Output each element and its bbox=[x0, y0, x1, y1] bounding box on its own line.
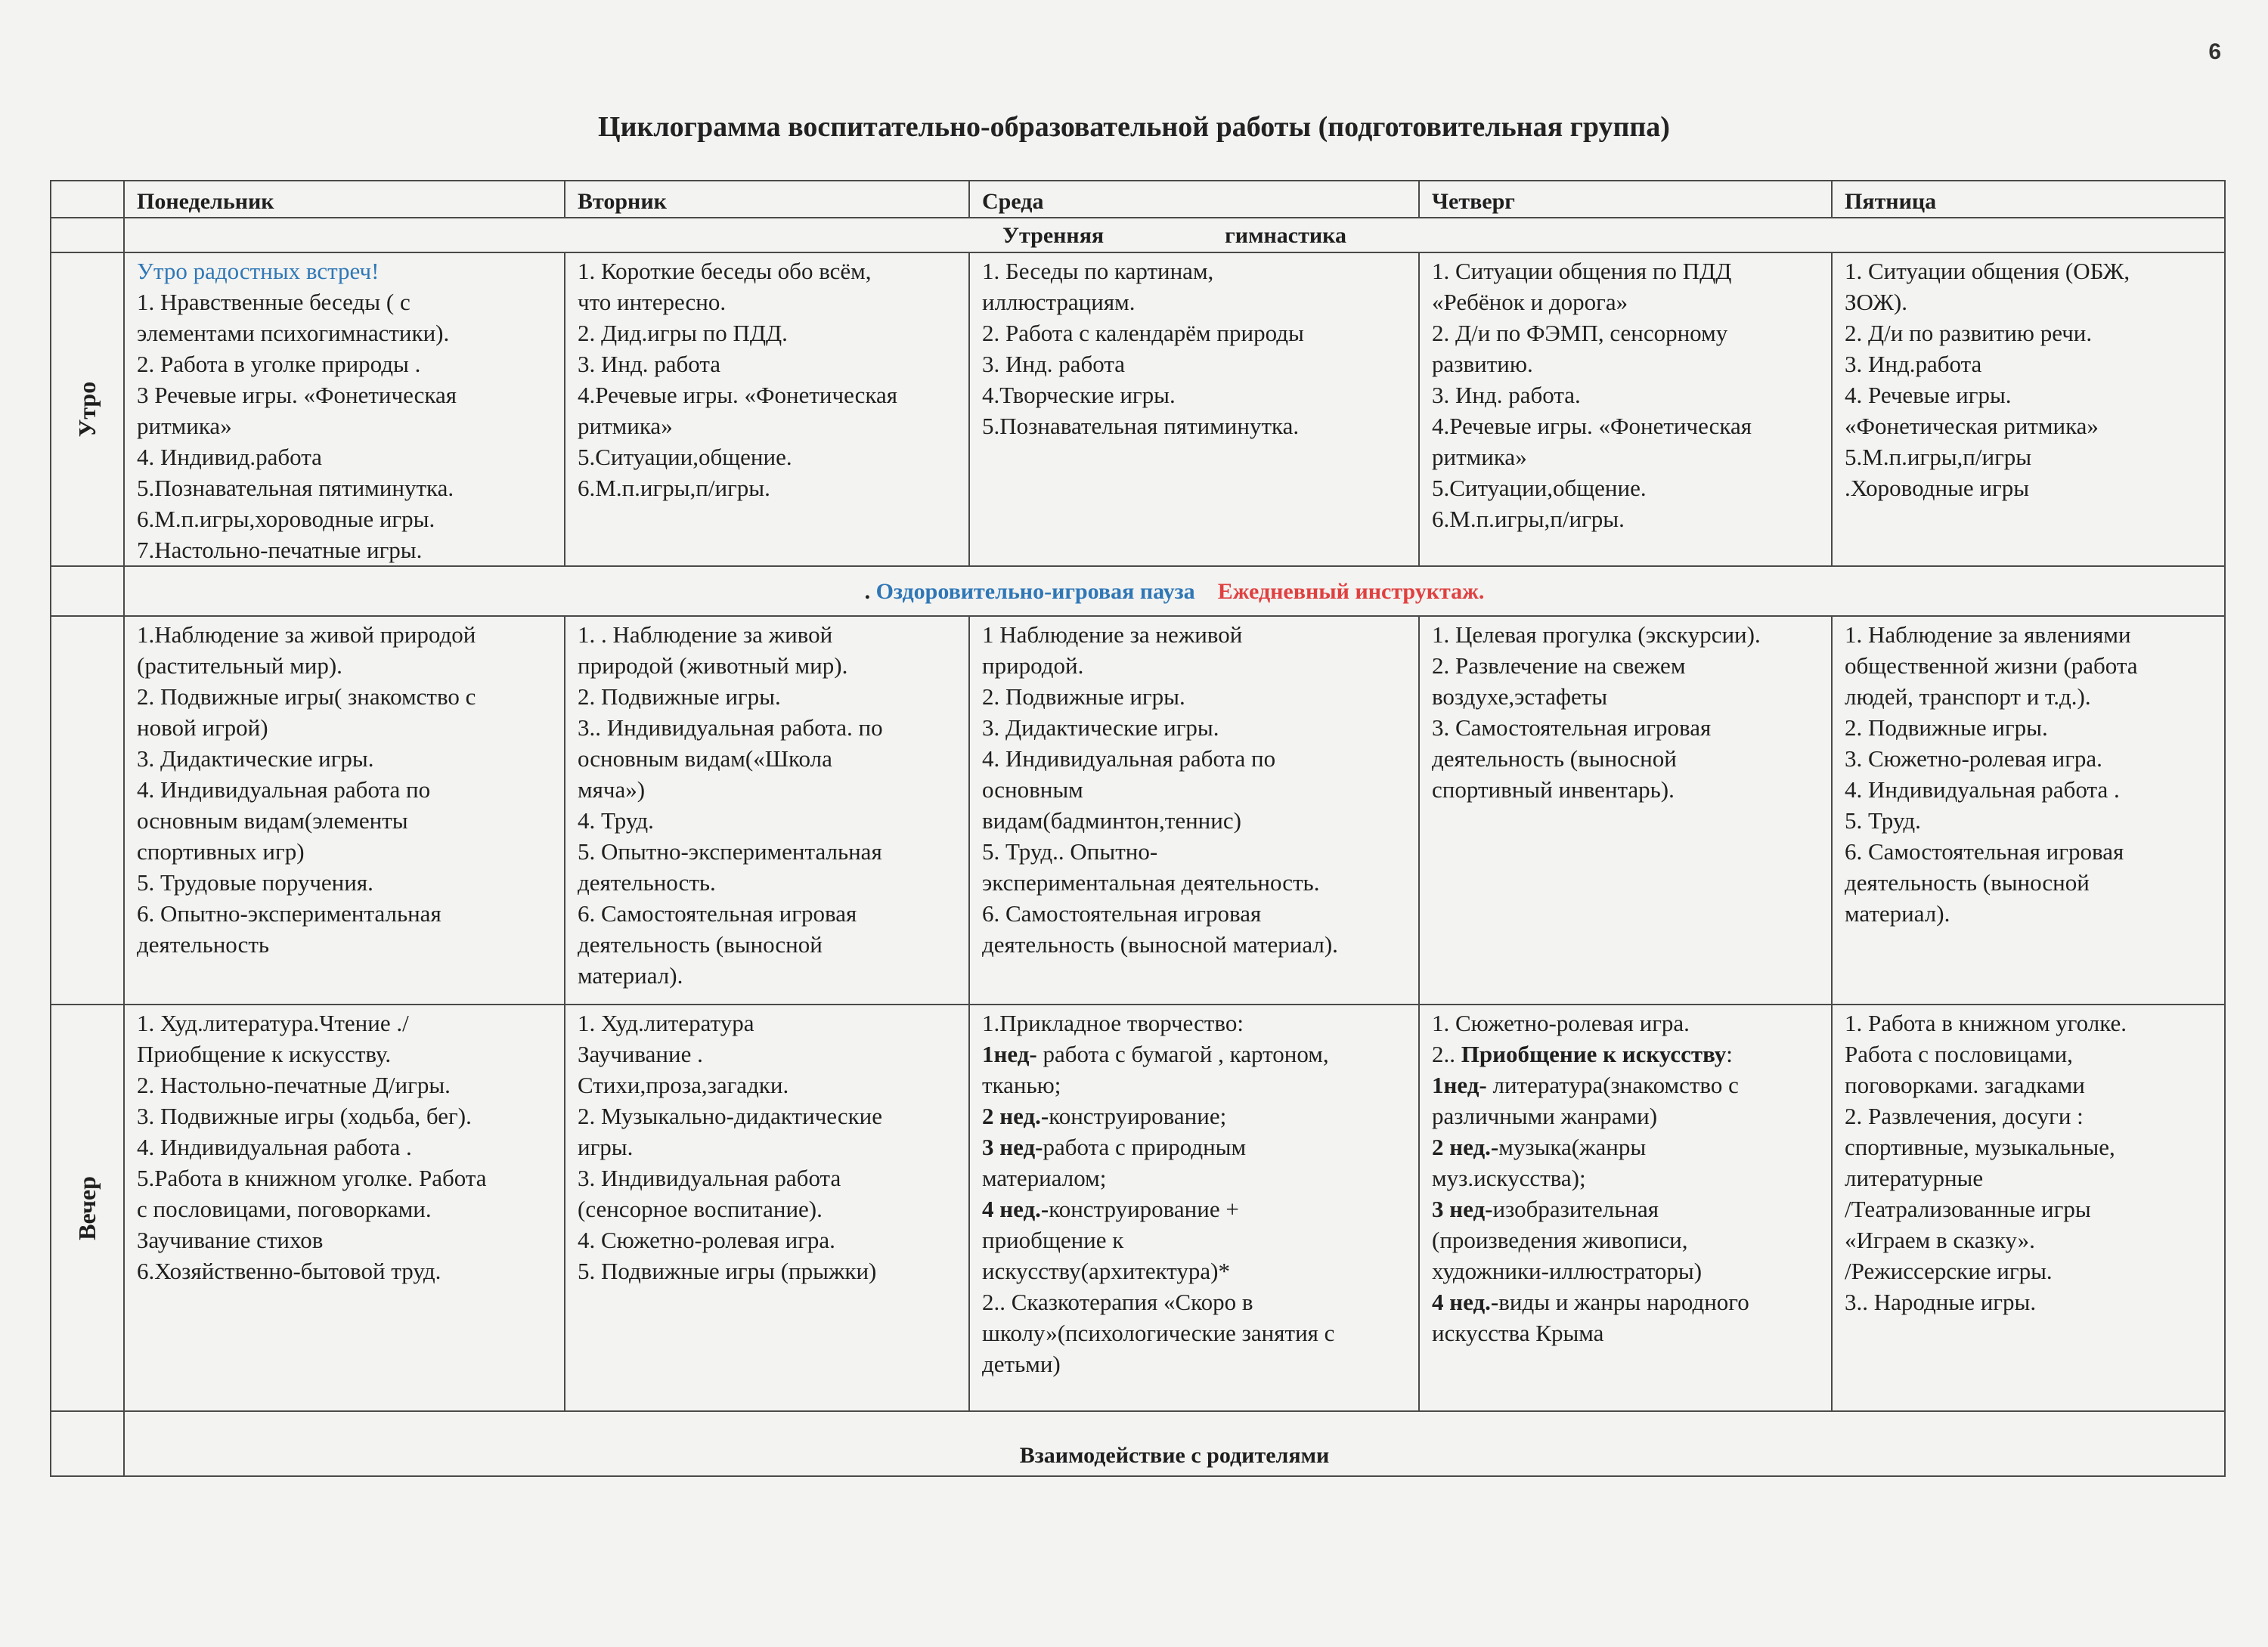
morning-exercise-word-2: гимнастика bbox=[1225, 222, 1346, 248]
cell-line: /Театрализованные игры bbox=[1845, 1196, 2091, 1222]
cell-line: «Играем в сказку». bbox=[1845, 1227, 2035, 1253]
cell-line: ритмика» bbox=[578, 413, 673, 439]
cell-line: 3. Инд. работа. bbox=[1432, 382, 1581, 408]
cell-line: 2. Подвижные игры. bbox=[982, 683, 1185, 710]
cell-line: материал). bbox=[1845, 900, 1950, 927]
cell-line: 3. Самостоятельная игровая bbox=[1432, 714, 1712, 741]
cell-line: 2. Развлечение на свежем bbox=[1432, 652, 1686, 679]
evening-wednesday-cell bbox=[969, 1005, 1419, 1411]
pause-prefix: . bbox=[864, 578, 876, 604]
cell-line: 3. Сюжетно-ролевая игра. bbox=[1845, 745, 2102, 772]
cell-line: 3. Инд. работа bbox=[578, 351, 721, 377]
cell-line: иллюстрациям. bbox=[982, 289, 1136, 315]
cell-line: основным bbox=[982, 776, 1083, 803]
cell-line: что интересно. bbox=[578, 289, 727, 315]
cell-line: 1. Ситуации общения по ПДД bbox=[1432, 258, 1732, 284]
walk-wednesday-cell bbox=[969, 616, 1419, 1005]
cell-line: 2. Д/и по ФЭМП, сенсорному bbox=[1432, 320, 1728, 346]
cell-line: (сенсорное воспитание). bbox=[578, 1196, 823, 1222]
pause-row bbox=[51, 566, 2225, 616]
cell-line: 1. Худ.литература.Чтение ./ bbox=[137, 1010, 409, 1036]
walk-row bbox=[51, 616, 2225, 1005]
cell-line: 5.Познавательная пятиминутка. bbox=[137, 475, 454, 501]
cell-line: 3.. Народные игры. bbox=[1845, 1289, 2037, 1315]
cell-line: художники-иллюстраторы) bbox=[1432, 1258, 1703, 1284]
cell-line: 4. Индивид.работа bbox=[137, 444, 322, 470]
cell-line: 3 нед-изобразительная bbox=[1432, 1196, 1659, 1222]
cell-line: 4. Индивидуальная работа по bbox=[982, 745, 1276, 772]
evening-monday-cell bbox=[124, 1005, 565, 1411]
cell-line: ритмика» bbox=[1432, 444, 1527, 470]
cell-line: 5.Ситуации,общение. bbox=[1432, 475, 1647, 501]
cell-line: 2 нед.-конструирование; bbox=[982, 1103, 1227, 1129]
cell-line: /Режиссерские игры. bbox=[1845, 1258, 2053, 1284]
cell-line: 3. Дидактические игры. bbox=[982, 714, 1219, 741]
cell-line: 1. Короткие беседы обо всём, bbox=[578, 258, 872, 284]
cell-line: деятельность. bbox=[578, 869, 716, 896]
cell-line: 3. Дидактические игры. bbox=[137, 745, 374, 772]
cyclogram-table bbox=[50, 180, 2226, 1477]
cell-line: спортивный инвентарь). bbox=[1432, 776, 1675, 803]
cell-line: 3 Речевые игры. «Фонетическая bbox=[137, 382, 457, 408]
cell-line: 3. Индивидуальная работа bbox=[578, 1165, 841, 1191]
row-label-evening bbox=[51, 1005, 124, 1411]
cell-line: литературные bbox=[1845, 1165, 1984, 1191]
cell-line: 2. Подвижные игры. bbox=[578, 683, 781, 710]
cell-line: 1. Целевая прогулка (экскурсии). bbox=[1432, 621, 1761, 648]
cell-line: развитию. bbox=[1432, 351, 1533, 377]
cell-line: 6. Опытно-экспериментальная bbox=[137, 900, 442, 927]
cell-line: 4. Индивидуальная работа . bbox=[137, 1134, 412, 1160]
cell-line: 6.Хозяйственно-бытовой труд. bbox=[137, 1258, 442, 1284]
cell-line: 1. Ситуации общения (ОБЖ, bbox=[1845, 258, 2130, 284]
cell-line: 5. Труд.. Опытно- bbox=[982, 838, 1158, 865]
cell-line: (произведения живописи, bbox=[1432, 1227, 1688, 1253]
day-header-tuesday: Вторник bbox=[565, 181, 969, 218]
cell-line: (растительный мир). bbox=[137, 652, 342, 679]
cell-line: 4 нед.-виды и жанры народного bbox=[1432, 1289, 1749, 1315]
cell-line: 1. Нравственные беседы ( с bbox=[137, 289, 411, 315]
cell-line: 2.. Сказкотерапия «Скоро в bbox=[982, 1289, 1253, 1315]
cell-line: 2. Настольно-печатные Д/игры. bbox=[137, 1072, 451, 1098]
cell-line: 5. Опытно-экспериментальная bbox=[578, 838, 882, 865]
morning-thursday-cell bbox=[1419, 252, 1832, 566]
row-label-evening-text: Вечер bbox=[73, 1175, 101, 1240]
cell-line: 5.Работа в книжном уголке. Работа bbox=[137, 1165, 487, 1191]
cell-line: 5.Познавательная пятиминутка. bbox=[982, 413, 1300, 439]
cell-line: 1. Худ.литература bbox=[578, 1010, 754, 1036]
cell-line: 5. Трудовые поручения. bbox=[137, 869, 373, 896]
morning-exercise-word-1: Утренняя bbox=[1002, 222, 1105, 248]
corner-cell bbox=[51, 181, 124, 218]
cell-line: искусству(архитектура)* bbox=[982, 1258, 1230, 1284]
cell-line: 3. Инд.работа bbox=[1845, 351, 1982, 377]
walk-tuesday-cell bbox=[565, 616, 969, 1005]
week-label: 2 нед.- bbox=[982, 1103, 1049, 1129]
row-label-walk bbox=[51, 616, 124, 1005]
cell-line: 2. Подвижные игры( знакомство с bbox=[137, 683, 476, 710]
cell-line: 4.Речевые игры. «Фонетическая bbox=[1432, 413, 1752, 439]
cell-line: общественной жизни (работа bbox=[1845, 652, 2138, 679]
pause-title: Оздоровительно-игровая пауза bbox=[875, 578, 1195, 604]
cell-line: материалом; bbox=[982, 1165, 1107, 1191]
page-title: Циклограмма воспитательно-образовательной работы (подготовительная группа) bbox=[598, 111, 1670, 143]
cell-line: Приобщение к искусству. bbox=[137, 1041, 392, 1067]
cell-line: элементами психогимнастики). bbox=[137, 320, 450, 346]
cell-line: 5.Ситуации,общение. bbox=[578, 444, 792, 470]
cell-line: 2. Подвижные игры. bbox=[1845, 714, 2048, 741]
cell-line: 6.М.п.игры,п/игры. bbox=[1432, 506, 1625, 532]
cell-line: Заучивание . bbox=[578, 1041, 703, 1067]
page-number: 6 bbox=[2208, 39, 2221, 64]
cell-line: 6. Самостоятельная игровая bbox=[982, 900, 1262, 927]
cell-line: 2. Д/и по развитию речи. bbox=[1845, 320, 2093, 346]
cell-line: 2 нед.-музыка(жанры bbox=[1432, 1134, 1647, 1160]
cell-line: экспериментальная деятельность. bbox=[982, 869, 1320, 896]
cell-line: новой игрой) bbox=[137, 714, 268, 741]
cell-line: 6. Самостоятельная игровая bbox=[578, 900, 857, 927]
cell-line: 4. Труд. bbox=[578, 807, 654, 834]
cell-line: 2. Музыкально-дидактические bbox=[578, 1103, 882, 1129]
cell-line: ритмика» bbox=[137, 413, 232, 439]
cell-line: «Фонетическая ритмика» bbox=[1845, 413, 2099, 439]
cell-line: 1нед- работа с бумагой , картоном, bbox=[982, 1041, 1329, 1067]
week-label: 1нед- bbox=[982, 1041, 1037, 1067]
cell-line: 3.. Индивидуальная работа. по bbox=[578, 714, 883, 741]
cell-line: 6. Самостоятельная игровая bbox=[1845, 838, 2124, 865]
week-label: 3 нед- bbox=[982, 1134, 1043, 1160]
cell-line: 1. Беседы по картинам, bbox=[982, 258, 1214, 284]
evening-friday-cell bbox=[1832, 1005, 2225, 1411]
week-label: 2 нед.- bbox=[1432, 1134, 1499, 1160]
day-header-friday: Пятница bbox=[1832, 181, 2225, 218]
cell-line: приобщение к bbox=[982, 1227, 1124, 1253]
cell-line: деятельность bbox=[137, 931, 270, 958]
band-empty-cell bbox=[51, 218, 124, 252]
day-header-monday: Понедельник bbox=[124, 181, 565, 218]
morning-wednesday-cell bbox=[969, 252, 1419, 566]
cell-line: 2. Работа с календарём природы bbox=[982, 320, 1304, 346]
morning-row bbox=[51, 252, 2225, 566]
morning-exercise-row bbox=[51, 218, 2225, 252]
cell-line: 1. . Наблюдение за живой bbox=[578, 621, 833, 648]
cell-line: искусства Крыма bbox=[1432, 1320, 1604, 1346]
band-empty-cell bbox=[51, 566, 124, 616]
cell-line: 5.М.п.игры,п/игры bbox=[1845, 444, 2032, 470]
week-label: 4 нед.- bbox=[1432, 1289, 1499, 1315]
cell-line: ЗОЖ). bbox=[1845, 289, 1907, 315]
week-label: 4 нед.- bbox=[982, 1196, 1049, 1222]
cell-line: 4.Речевые игры. «Фонетическая bbox=[578, 382, 897, 408]
cell-line: Работа с пословицами, bbox=[1845, 1041, 2073, 1067]
cell-line: 7.Настольно-печатные игры. bbox=[137, 537, 423, 563]
week-label: 3 нед- bbox=[1432, 1196, 1493, 1222]
cell-line: с пословицами, поговорками. bbox=[137, 1196, 432, 1222]
cell-line: игры. bbox=[578, 1134, 634, 1160]
cell-line: 3. Инд. работа bbox=[982, 351, 1126, 377]
cell-line: 3 нед-работа с природным bbox=[982, 1134, 1247, 1160]
cell-line: Заучивание стихов bbox=[137, 1227, 324, 1253]
cell-line: 2.. Приобщение к искусству: bbox=[1432, 1041, 1733, 1067]
week-label: 1нед- bbox=[1432, 1072, 1487, 1098]
morning-exercise-band bbox=[124, 218, 2225, 252]
cell-line: 1. Работа в книжном уголке. bbox=[1845, 1010, 2127, 1036]
evening-row bbox=[51, 1005, 2225, 1411]
cell-line: детьми) bbox=[982, 1351, 1061, 1377]
cell-line: 6.М.п.игры,п/игры. bbox=[578, 475, 770, 501]
parents-band: Взаимодействие с родителями bbox=[124, 1411, 2225, 1476]
cell-line: 1. Сюжетно-ролевая игра. bbox=[1432, 1010, 1690, 1036]
cell-line: 4. Индивидуальная работа по bbox=[137, 776, 431, 803]
walk-monday-cell bbox=[124, 616, 565, 1005]
band-empty-cell bbox=[51, 1411, 124, 1476]
cell-line: основным видам(«Школа bbox=[578, 745, 832, 772]
cell-line: 5. Труд. bbox=[1845, 807, 1921, 834]
cell-line: воздухе,эстафеты bbox=[1432, 683, 1608, 710]
morning-friday-cell bbox=[1832, 252, 2225, 566]
walk-thursday-cell bbox=[1419, 616, 1832, 1005]
bold-phrase: Приобщение к искусству bbox=[1461, 1041, 1727, 1067]
cell-line: школу»(психологические занятия с bbox=[982, 1320, 1335, 1346]
cell-line: материал). bbox=[578, 962, 683, 989]
cell-line: 2. Дид.игры по ПДД. bbox=[578, 320, 788, 346]
cell-line: 6.М.п.игры,хороводные игры. bbox=[137, 506, 435, 532]
cell-line: 4 нед.-конструирование + bbox=[982, 1196, 1239, 1222]
cell-line: Утро радостных встреч! bbox=[137, 258, 380, 284]
cell-line: 4. Индивидуальная работа . bbox=[1845, 776, 2120, 803]
cell-line: мяча») bbox=[578, 776, 646, 803]
cell-line: спортивные, музыкальные, bbox=[1845, 1134, 2115, 1160]
parents-row bbox=[51, 1411, 2225, 1476]
morning-monday-cell bbox=[124, 252, 565, 566]
cell-line: 2. Работа в уголке природы . bbox=[137, 351, 421, 377]
cell-line: деятельность (выносной bbox=[1845, 869, 2090, 896]
cell-line: 1.Прикладное творчество: bbox=[982, 1010, 1244, 1036]
cell-line: 1. Наблюдение за явлениями bbox=[1845, 621, 2131, 648]
evening-tuesday-cell bbox=[565, 1005, 969, 1411]
cell-line: 4. Речевые игры. bbox=[1845, 382, 2012, 408]
cell-line: людей, транспорт и т.д.). bbox=[1845, 683, 2091, 710]
row-label-morning bbox=[51, 252, 124, 566]
cell-line: основным видам(элементы bbox=[137, 807, 408, 834]
cell-line: 2. Развлечения, досуги : bbox=[1845, 1103, 2084, 1129]
cell-line: 4. Сюжетно-ролевая игра. bbox=[578, 1227, 835, 1253]
cell-line: деятельность (выносной bbox=[578, 931, 823, 958]
morning-tuesday-cell bbox=[565, 252, 969, 566]
day-header-wednesday: Среда bbox=[969, 181, 1419, 218]
cell-line: деятельность (выносной материал). bbox=[982, 931, 1338, 958]
cell-line: различными жанрами) bbox=[1432, 1103, 1658, 1129]
cell-line: Стихи,проза,загадки. bbox=[578, 1072, 789, 1098]
cell-line: видам(бадминтон,теннис) bbox=[982, 807, 1241, 834]
cell-line: 1.Наблюдение за живой природой bbox=[137, 621, 476, 648]
cell-line: тканью; bbox=[982, 1072, 1061, 1098]
cell-line: 1нед- литература(знакомство с bbox=[1432, 1072, 1739, 1098]
walk-friday-cell bbox=[1832, 616, 2225, 1005]
cell-line: 5. Подвижные игры (прыжки) bbox=[578, 1258, 877, 1284]
day-header-thursday: Четверг bbox=[1419, 181, 1832, 218]
pause-band bbox=[124, 566, 2225, 616]
cell-line: поговорками. загадками bbox=[1845, 1072, 2085, 1098]
cell-line: .Хороводные игры bbox=[1845, 475, 2030, 501]
evening-thursday-cell bbox=[1419, 1005, 1832, 1411]
cell-line: 3. Подвижные игры (ходьба, бег). bbox=[137, 1103, 472, 1129]
cell-line: природой (животный мир). bbox=[578, 652, 848, 679]
cell-line: природой. bbox=[982, 652, 1084, 679]
cell-line: 1 Наблюдение за неживой bbox=[982, 621, 1243, 648]
cell-line: муз.искусства); bbox=[1432, 1165, 1586, 1191]
cell-line: спортивных игр) bbox=[137, 838, 305, 865]
daily-briefing: Ежедневный инструктаж. bbox=[1217, 578, 1485, 604]
cell-line: «Ребёнок и дорога» bbox=[1432, 289, 1628, 315]
header-row bbox=[51, 181, 2225, 218]
cell-line: 4.Творческие игры. bbox=[982, 382, 1176, 408]
cell-line: деятельность (выносной bbox=[1432, 745, 1677, 772]
row-label-morning-text: Утро bbox=[73, 381, 101, 438]
